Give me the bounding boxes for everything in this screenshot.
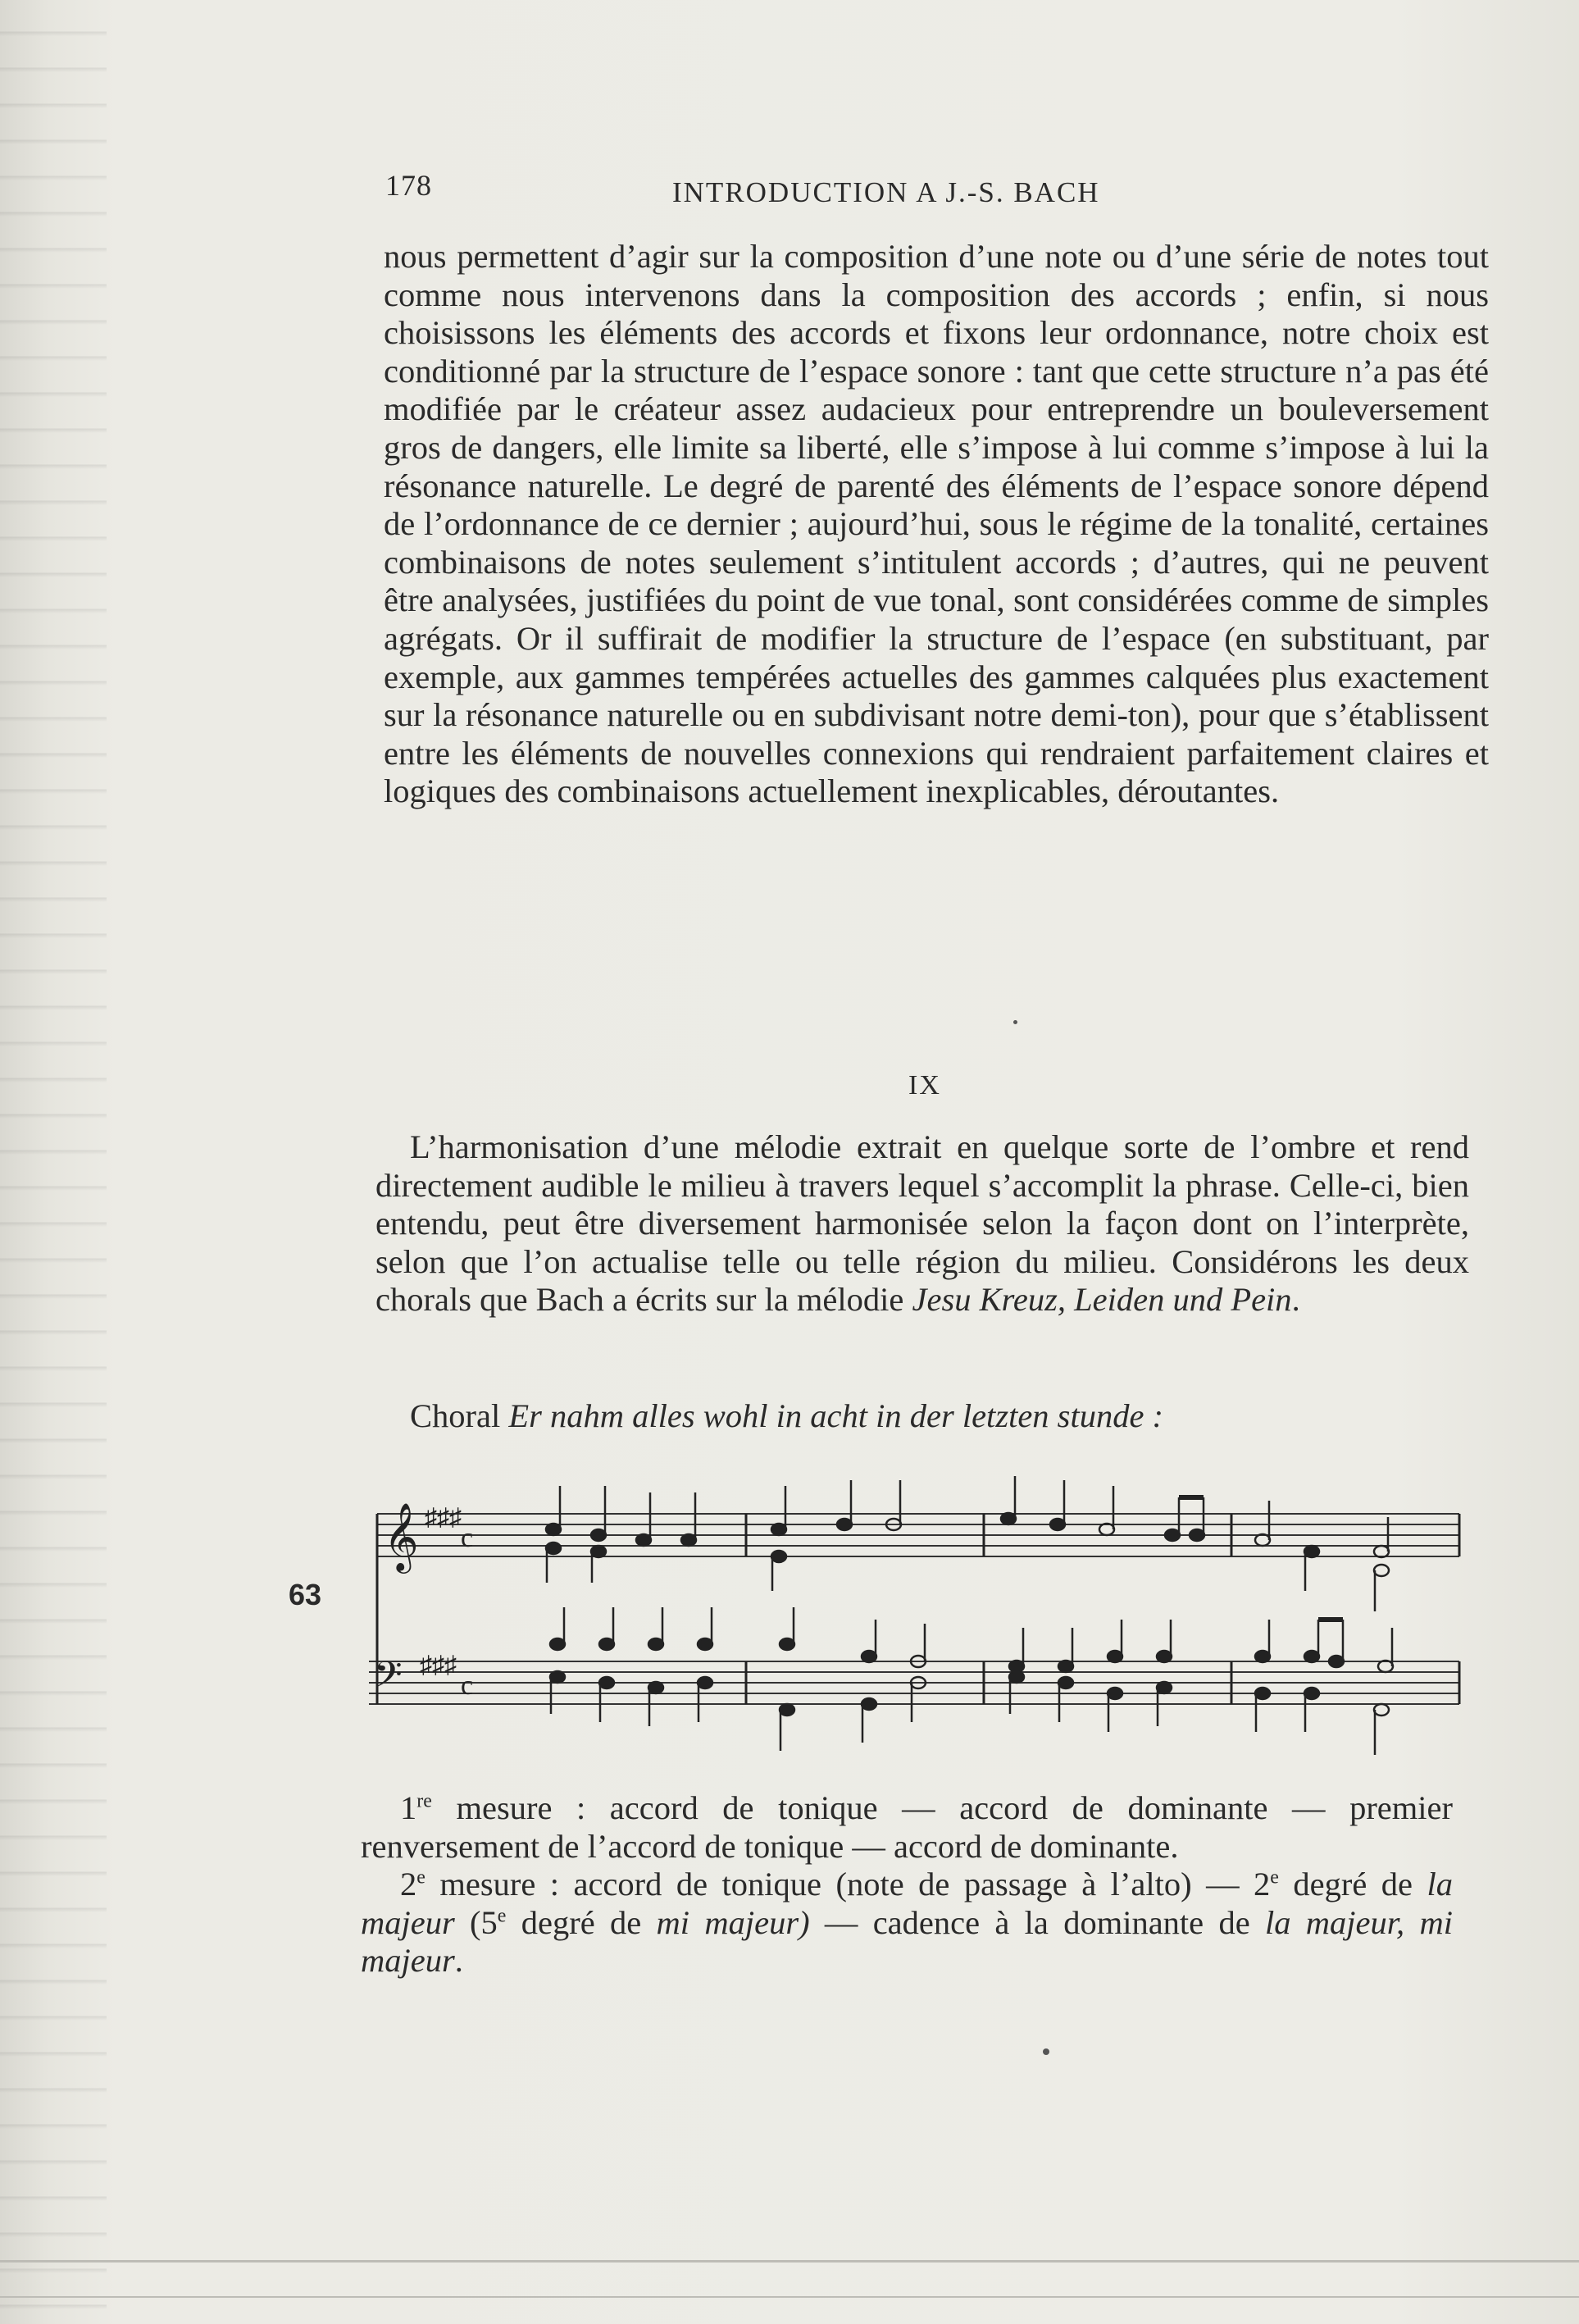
paragraph-4-text: mesure : accord de tonique — accord de dominante — premier renversement de l’accord de tonique — accord de dominante. [361,1789,1453,1865]
time-signature-icon: c [461,1523,474,1553]
paragraph-2-end: . [1291,1281,1300,1319]
ordinal-1-sup: re [416,1790,432,1812]
example-number: 63 [289,1578,322,1611]
chorale-title: Jesu Kreuz, Leiden und Pein [912,1281,1292,1319]
paragraph-4 [361,1789,1453,1866]
bass-time-signature-icon: c [461,1670,474,1701]
running-head: INTRODUCTION A J.-S. BACH [672,176,1100,208]
page-header [385,168,1205,217]
choral-title: Er nahm alles wohl in acht in der letzten stunde : [508,1397,1164,1434]
page-number: 178 [385,169,432,202]
paragraph-3 [375,1397,1469,1436]
p5-i3: la majeur, mi majeur [361,1903,1453,1980]
section-number: IX [908,1070,941,1100]
bottom-edge-line-2 [0,2296,1579,2298]
bass-staff [369,1661,1459,1704]
p5-t6: . [454,1942,463,1980]
paper-speck [1043,2048,1049,2055]
notes [546,1476,1393,1755]
ordinal-2-sup: e [416,1866,425,1889]
p5-t3: (5 [454,1903,498,1941]
bar-lines [377,1514,1459,1704]
bass-sharp-icon: ♯♯♯ [420,1652,457,1679]
p5-t2: degré de [1278,1866,1427,1902]
paragraph-1: nous permettent d’agir sur la composition d’une note ou d’une série de notes tout comme nous intervenons dans la composition des accords ; enfin, si nous choisissons les éléments des accords et fixons leur ordonnance, notre choix est conditionné par la structure de l’espace sonore : tant que cette structure n’a pas été modifiée par le créateur assez audacieux pour entreprendre un bouleversement gros de dangers, elle limite sa liberté, elle s’impose à lui comme s’impose à lui la résonance naturelle. Le degré de parenté des éléments de l’espace sonore dépend de l’ordonnance de ce dernier ; aujourd’hui, sous le régime de la tonalité, certaines combinaisons de notes seulement s’intitulent accords ; d’autres, qui ne peuvent être analysées, justifiées du point de vue tonal, sont considérées comme de simples agrégats. Or il suffirait de modifier la structure de l’espace (en substituant, par exemple, aux gammes tempérées actuelles des gammes calquées plus exactement sur la résonance naturelle ou en subdivisant notre demi-ton), pour que s’établissent entre les éléments de nouvelles connexions qui rendraient parfaitement claires et logiques des combinaisons actuellement inexplicables, déroutantes. [384,238,1489,810]
treble-clef-icon: 𝄞 [384,1501,419,1570]
music-score [361,1468,1476,1779]
sharp-icon: ♯♯♯ [425,1504,462,1531]
p5-i1: la majeur [361,1866,1453,1941]
choral-lead: Choral [410,1397,509,1434]
paragraph-2-text: L’harmonisation d’une mélodie extrait en quelque sorte de l’ombre et rend directement audible le milieu à travers lequel s’accomplit la phrase. Celle-ci, bien entendu, peut être diversement harmonisée selon la façon dont on l’interprète, selon que l’on actualise telle ou telle région du milieu. Considérons les deux chorals que Bach a écrits sur la mélodie [375,1128,1469,1319]
p5-sup3: e [497,1905,507,1927]
treble-staff [377,1514,1459,1556]
bass-clef-icon: 𝄢 [374,1653,403,1705]
p5-sup2: e [1270,1866,1279,1889]
bottom-edge-line [0,2260,1579,2262]
ordinal-2: 2 [400,1866,417,1902]
p5-i2: mi majeur) [656,1903,810,1941]
paragraph-5 [361,1866,1453,1980]
p5-t5: — cadence à la dominante de [809,1903,1265,1941]
p5-t4: degré de [506,1903,657,1941]
ordinal-1: 1 [400,1789,417,1826]
paragraph-2 [375,1128,1469,1319]
paper-speck-2 [1013,1020,1017,1024]
binding-shadow [0,0,107,2324]
p5-t1: mesure : accord de tonique (note de passage à l’alto) — 2 [425,1866,1271,1902]
